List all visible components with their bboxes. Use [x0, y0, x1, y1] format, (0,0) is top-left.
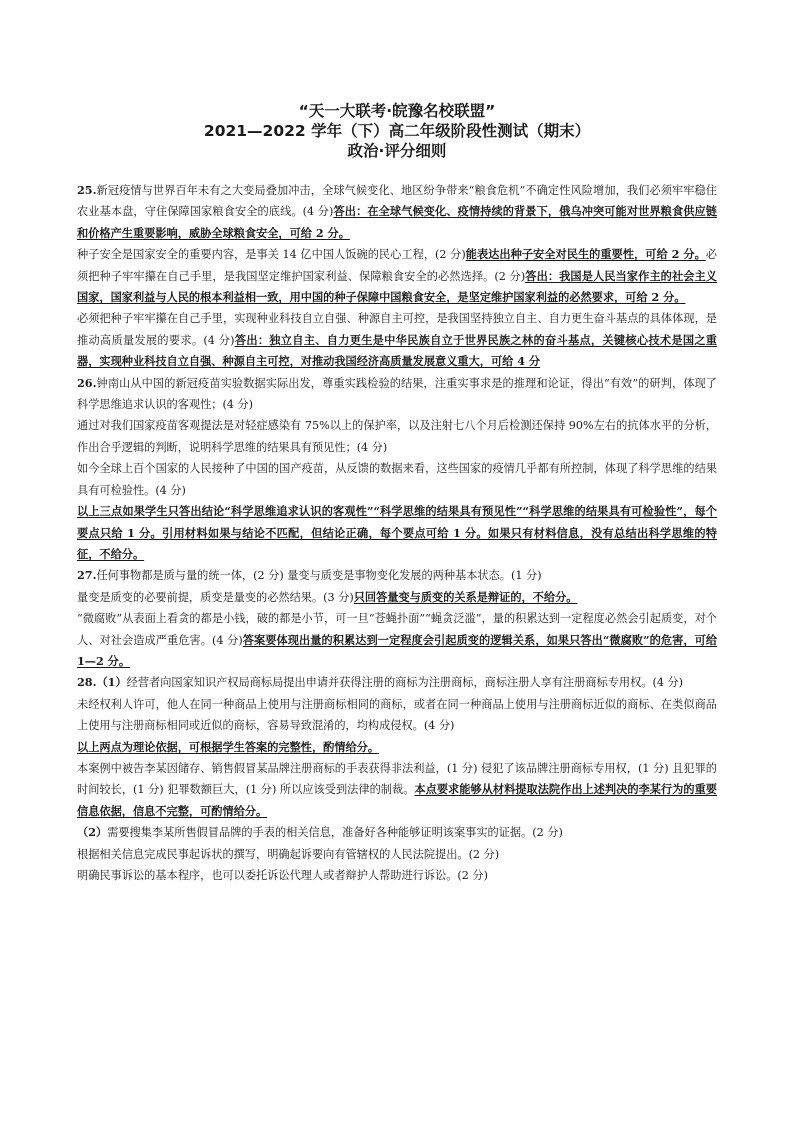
q25-p3-rule: 答出：独立自主、自力更生是中华民族自立于世界民族之林的奋斗基点，关键核心技术是国之重器，实现种业科技自立自强、种源自主可控，对推动我国经济高质量发展意义重大，可给 4 分	[77, 332, 717, 369]
q28-rule-1	[77, 737, 717, 758]
q25-paragraph-1	[77, 180, 717, 244]
q25-p1-rule: 答出：在全球气候变化、疫情持续的背景下，俄乌冲突可能对世界粮食供应链和价格产生重要影响，威胁全球粮食安全，可给 2 分。	[77, 204, 717, 240]
q25-paragraph-2	[77, 244, 717, 308]
q28-p3-rule: 本点要求能够从材料提取法院作出上述判决的李某行为的重要信息依据，信息不完整，可酌情给分。	[77, 782, 717, 818]
q26-rule	[77, 501, 717, 565]
exam-subtitle: 2021—2022 学年（下）高二年级阶段性测试（期末）	[203, 122, 591, 140]
q26-number: 26.	[77, 375, 97, 390]
q25-p2-text: 种子安全是国家安全的重要内容，是事关 14 亿中国人饭碗的民心工程，(2 分)	[77, 248, 466, 262]
q25-p2-rule-2: 答出：我国是人民当家作主的社会主义国家，国家利益与人民的根本利益相一致，用中国的种子保障中国粮食安全，是坚定维护国家利益的必然要求，可给 2 分。	[77, 268, 717, 305]
q26-paragraph-1	[77, 373, 717, 416]
q28-part2-p1-text: 需要搜集李某所售假冒品牌的手表的相关信息，准备好各种能够证明该案事实的证据。(2 分)	[107, 826, 563, 840]
q27-p3-rule: 答案要体现出量的积累达到一定程度会引起质变的逻辑关系，如果只答出“微腐败”的危害，可给 1—2 分。	[77, 632, 718, 668]
q28-rule-1-text: 以上两点为理论依据，可根据学生答案的完整性，酌情给分。	[77, 739, 380, 754]
q27-paragraph-1	[77, 565, 717, 586]
q27-number: 27.	[77, 568, 97, 583]
q26-paragraph-3: 如今全球上百个国家的人民接种了中国的国产疫苗，从反馈的数据来看，这些国家的疫情几乎都有所控制，体现了科学思维的结果具有可检验性。(4 分)	[77, 462, 717, 497]
q25-p2-rule-1: 能表达出种子安全对民生的重要性，可给 2 分。	[465, 247, 706, 262]
scoring-rules-body	[77, 180, 717, 886]
q25-p2-text-2: 必须把种子牢牢攥在自己手里，是我国坚定维护国家利益、保障粮食安全的必然选择。(2 分)	[77, 248, 717, 283]
q28-part2-paragraph-2: 根据相关信息完成民事起诉状的撰写，明确起诉要向有管辖权的人民法院提出。(2 分)	[77, 847, 500, 861]
q25-p3-text: 必须把种子牢牢攥在自己手里，实现种业科技自立自强、种源自主可控，是我国坚持独立自主、自力更生奋斗基点的具体体现，是推动高质量发展的要求。(4 分)	[77, 312, 717, 347]
q28-part2-paragraph-1	[77, 822, 717, 843]
q26-rule-text: 以上三点如果学生只答出结论“科学思维追求认识的客观性”“科学思维的结果具有预见性”“科学思维的结果具有可检验性”，每个要点只给 1 分。引用材料如果与结论不匹配，但结论正确，每个要点可给 1 分。如果只有材料信息，没有总结出科学思维的特征，不给分。	[77, 504, 717, 561]
q27-paragraph-2	[77, 587, 717, 608]
q28-p1-text: 经营者向国家知识产权局商标局提出申请并获得注册的商标为注册商标，商标注册人享有注册商标专用权。(4 分)	[126, 676, 684, 690]
q28-paragraph-2: 未经权利人许可，他人在同一种商品上使用与注册商标相同的商标，或者在同一种商品上使用与注册商标近似的商标、在类似商品上使用与注册商标相同或近似的商标，容易导致混淆的，均构成侵权。(4 分)	[77, 697, 717, 733]
q28-number: 28.	[77, 675, 97, 690]
exam-subject: 政治·评分细则	[347, 142, 447, 160]
q28-p3-text: 本案例中被告李某因储存、销售假冒某品牌注册商标的手表获得非法利益，(1 分) 侵犯了该品牌注册商标专用权，(1 分) 且犯罪的时间较长，(1 分) 犯罪数额巨大，(1 分) 所以应该受到法律的制裁。	[77, 761, 717, 797]
q28-paragraph-3	[77, 758, 717, 822]
q25-number: 25.	[77, 183, 97, 197]
q28-part1-label: （1）	[96, 675, 127, 690]
q27-p2-rule: 只回答量变与质变的关系是辩证的，不给分。	[353, 589, 578, 604]
q27-p3-text: “微腐败”从表面上看贪的都是小钱，破的都是小节，可一旦“苍蝇扑面”“蝇贪泛滥”，量的积累达到一定程度必然会引起质变，对个人、对社会造成严重危害。(4 分)	[77, 612, 717, 647]
q28-paragraph-1	[77, 672, 717, 693]
q28-part2-paragraph-3: 明确民事诉讼的基本程序，也可以委托诉讼代理人或者辩护人帮助进行诉讼。(2 分)	[77, 869, 488, 882]
q27-paragraph-3	[77, 608, 717, 672]
exam-title: “天一大联考·皖豫名校联盟”	[298, 102, 496, 120]
q27-p1-text: 任何事物都是质与量的统一体，(2 分) 量变与质变是事物变化发展的两种基本状态。(1 分)	[96, 569, 542, 583]
q28-part2-label: （2）	[77, 825, 108, 840]
q27-p2-text: 量变是质变的必要前提，质变是量变的必然结果。(3 分)	[77, 590, 354, 604]
q26-p1-text: 钟南山从中国的新冠疫苗实验数据实际出发，尊重实践检验的结果，注重实事求是的推理和论证，得出“有效”的研判，体现了科学思维追求认识的客观性；(4 分)	[77, 376, 717, 412]
q25-paragraph-3	[77, 308, 717, 372]
q25-p1-text: 新冠疫情与世界百年未有之大变局叠加冲击，全球气候变化、地区纷争带来“粮食危机”不确定性风险增加，我们必须牢牢稳住农业基本盘，守住保障国家粮食安全的底线。(4 分)	[77, 184, 717, 219]
q26-paragraph-2: 通过对我们国家疫苗客观提法是对轻症感染有 75%以上的保护率，以及注射七八个月后检测还保持 90%左右的抗体水平的分析，作出合乎逻辑的判断，说明科学思维的结果具有预见性；(4 分)	[77, 419, 717, 454]
